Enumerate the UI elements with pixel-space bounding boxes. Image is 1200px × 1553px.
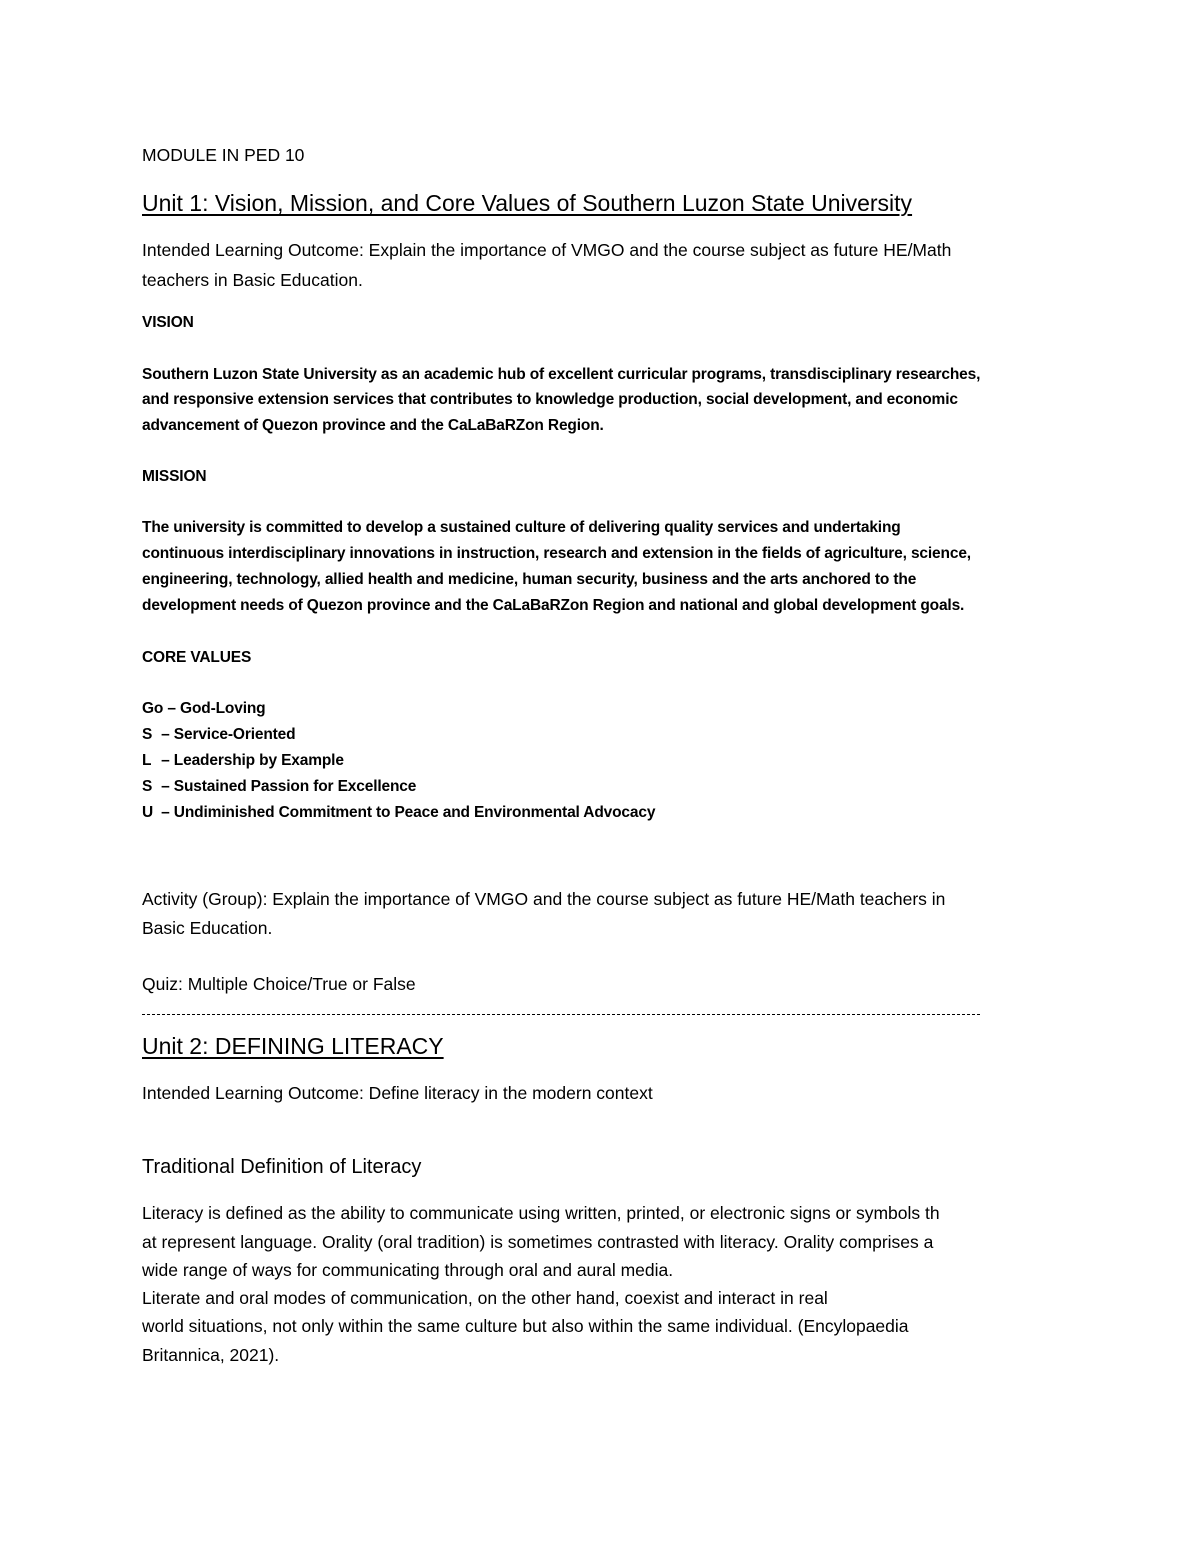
core-value-text: – Undiminished Commitment to Peace and Environmental Advocacy: [161, 804, 656, 821]
literacy-body-line-6: Britannica, 2021).: [142, 1345, 280, 1365]
core-value-item: [142, 753, 344, 769]
core-value-text: – Service-Oriented: [161, 726, 296, 743]
mission-line-1: The university is committed to develop a sustained culture of delivering quality services and undertaking: [142, 519, 901, 536]
core-value-item: [142, 701, 266, 717]
core-value-letter: L: [142, 752, 152, 769]
unit-1-title: Unit 1: Vision, Mission, and Core Values of Southern Luzon State University: [142, 190, 913, 216]
core-value-item: [142, 805, 655, 821]
section-title-traditional-definition: Traditional Definition of Literacy: [142, 1156, 422, 1178]
literacy-body-line-3: wide range of ways for communicating through oral and aural media.: [142, 1260, 674, 1280]
activity-line-1: Activity (Group): Explain the importance of VMGO and the course subject as future HE/Math teachers in: [142, 889, 946, 909]
literacy-body-line-1: Literacy is defined as the ability to communicate using written, printed, or electronic signs or symbols th: [142, 1203, 940, 1223]
mission-line-3: engineering, technology, allied health and medicine, human security, business and the arts anchored to the: [142, 571, 917, 588]
vision-heading: VISION: [142, 314, 194, 331]
section-divider: [142, 1014, 980, 1015]
quiz-line: Quiz: Multiple Choice/True or False: [142, 974, 416, 994]
mission-line-2: continuous interdisciplinary innovations in instruction, research and extension in the fields of agriculture, science,: [142, 545, 971, 562]
core-value-text: – God-Loving: [167, 700, 266, 717]
core-values-heading: CORE VALUES: [142, 649, 252, 666]
core-value-item: [142, 779, 416, 795]
core-value-letter: U: [142, 804, 154, 821]
core-value-letter: S: [142, 726, 153, 743]
core-value-text: – Sustained Passion for Excellence: [161, 778, 417, 795]
unit-2-title: Unit 2: DEFINING LITERACY: [142, 1033, 444, 1059]
activity-line-2: Basic Education.: [142, 918, 273, 938]
mission-line-4: development needs of Quezon province and the CaLaBaRZon Region and national and global development goals.: [142, 597, 965, 614]
mission-heading: MISSION: [142, 468, 207, 485]
vision-line-3: advancement of Quezon province and the CaLaBaRZon Region.: [142, 417, 604, 434]
literacy-body-line-5: world situations, not only within the same culture but also within the same individual. (Encylopaedia: [142, 1316, 909, 1336]
literacy-body-line-4: Literate and oral modes of communication, on the other hand, coexist and interact in real: [142, 1288, 828, 1308]
vision-line-1: Southern Luzon State University as an academic hub of excellent curricular programs, transdisciplinary researches,: [142, 366, 981, 383]
module-title: MODULE IN PED 10: [142, 145, 305, 165]
core-value-item: [142, 727, 295, 743]
vision-line-2: and responsive extension services that contributes to knowledge production, social development, and economic: [142, 391, 958, 408]
unit-1-learning-outcome-line-2: teachers in Basic Education.: [142, 270, 363, 290]
literacy-body-line-2: at represent language. Orality (oral tradition) is sometimes contrasted with literacy. Orality comprises a: [142, 1232, 934, 1252]
unit-2-learning-outcome: Intended Learning Outcome: Define literacy in the modern context: [142, 1083, 653, 1103]
core-value-letter: Go: [142, 700, 164, 717]
unit-1-learning-outcome-line-1: Intended Learning Outcome: Explain the importance of VMGO and the course subject as future HE/Math: [142, 240, 952, 260]
core-value-text: – Leadership by Example: [161, 752, 344, 769]
core-value-letter: S: [142, 778, 153, 795]
